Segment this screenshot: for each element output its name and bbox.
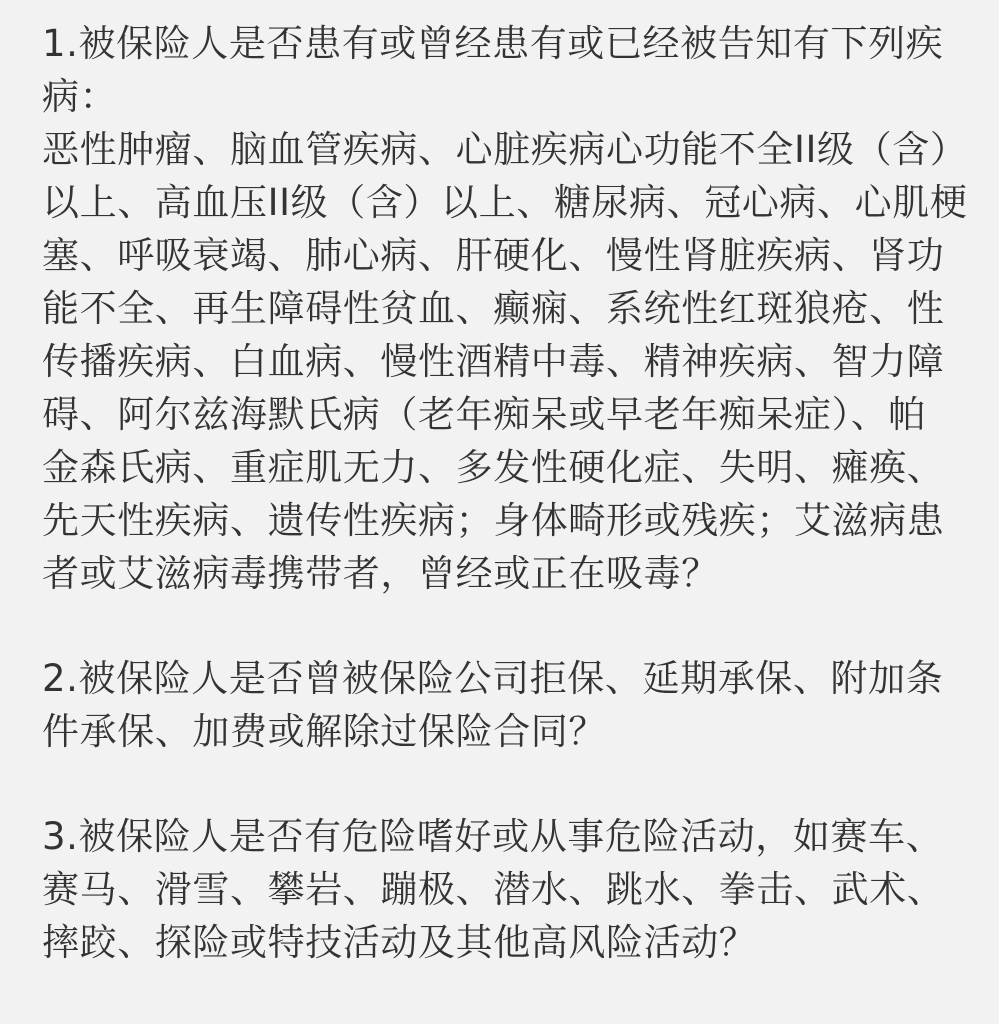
- text-line: 1.被保险人是否患有或曾经患有或已经被告知有下列疾: [42, 22, 944, 65]
- text-line: 3.被保险人是否有危险嗜好或从事危险活动，如赛车、: [42, 815, 944, 858]
- text-line: 2.被保险人是否曾被保险公司拒保、延期承保、附加条: [42, 657, 944, 700]
- paragraph-spacer: [42, 758, 955, 810]
- text-line: 以上、高血压II级（含）以上、糖尿病、冠心病、心肌梗: [42, 181, 968, 224]
- text-line: 恶性肿瘤、脑血管疾病、心脏疾病心功能不全II级（含）: [42, 128, 968, 171]
- text-line: 件承保、加费或解除过保险合同？: [42, 710, 606, 753]
- text-line: 碍、阿尔兹海默氏病（老年痴呆或早老年痴呆症）、帕: [42, 393, 926, 436]
- text-line: 能不全、再生障碍性贫血、癫痫、系统性红斑狼疮、性: [42, 287, 945, 330]
- question-3: [42, 810, 955, 969]
- text-line: 摔跤、探险或特技活动及其他高风险活动？: [42, 921, 757, 964]
- text-line: 传播疾病、白血病、慢性酒精中毒、精神疾病、智力障: [42, 340, 945, 383]
- text-line: 者或艾滋病毒携带者，曾经或正在吸毒？: [42, 552, 719, 595]
- text-line: 赛马、滑雪、攀岩、蹦极、潜水、跳水、拳击、武术、: [42, 868, 945, 911]
- question-1: [42, 17, 968, 600]
- text-line: 金森氏病、重症肌无力、多发性硬化症、失明、瘫痪、: [42, 446, 945, 489]
- paragraph-spacer: [42, 600, 955, 652]
- text-line: 病：: [42, 75, 118, 118]
- text-line: 先天性疾病、遗传性疾病；身体畸形或残疾；艾滋病患: [42, 499, 945, 542]
- text-line: 塞、呼吸衰竭、肺心病、肝硬化、慢性肾脏疾病、肾功: [42, 234, 945, 277]
- question-2: [42, 652, 955, 758]
